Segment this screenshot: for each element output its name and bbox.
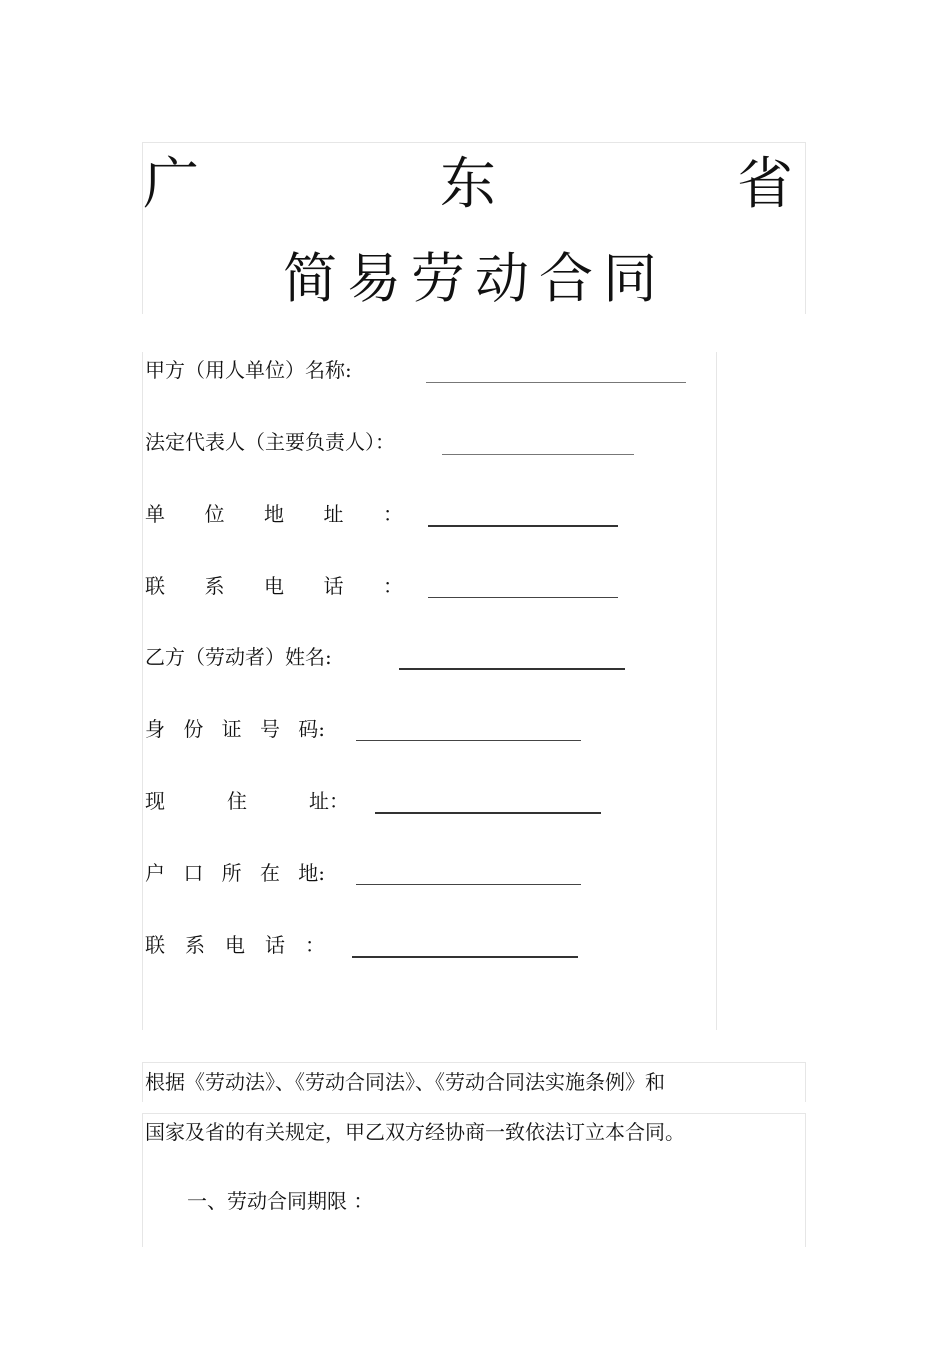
id-number-field[interactable]: [356, 740, 581, 741]
section-heading-contract-term: 一、劳动合同期限 ：: [187, 1189, 374, 1213]
employer-name-field[interactable]: [426, 382, 686, 383]
household-label: 户 口 所 在 地:: [145, 861, 325, 885]
household-field[interactable]: [356, 884, 581, 885]
current-address-field[interactable]: [375, 812, 601, 814]
employee-name-row: [145, 639, 705, 675]
employer-phone-field[interactable]: [428, 597, 618, 598]
current-address-row: [145, 783, 705, 819]
employer-phone-row: [145, 568, 705, 604]
id-number-row: [145, 711, 705, 747]
intro-paragraph-line1-box: [142, 1062, 806, 1102]
intro-paragraph-line2: 国家及省的有关规定，甲乙双方经协商一致依法订立本合同。: [145, 1120, 685, 1144]
document-title: 简易劳动合同: [283, 247, 667, 310]
title-char: 省: [737, 152, 793, 217]
employer-name-label: 甲方（用人单位）名称:: [145, 358, 352, 382]
employer-address-row: [145, 496, 705, 532]
current-address-label: 现 住 址：: [145, 789, 349, 813]
intro-paragraph-line1: 根据《劳动法》、《劳动合同法》、《劳动合同法实施条例》和: [145, 1070, 665, 1094]
employee-name-field[interactable]: [399, 668, 625, 670]
employer-address-label: 单 位 地 址 ：: [145, 502, 403, 526]
employee-name-label: 乙方（劳动者）姓名:: [145, 645, 332, 669]
title-char: 东: [440, 152, 496, 217]
intro-paragraph-line2-box: [142, 1113, 806, 1247]
legal-rep-field[interactable]: [442, 454, 634, 455]
title-province: [143, 153, 793, 217]
party-info-form: [142, 352, 717, 1030]
employer-name-row: [145, 352, 705, 388]
employee-phone-label: 联 系 电 话 ：: [145, 933, 325, 957]
id-number-label: 身 份 证 号 码:: [145, 717, 325, 741]
legal-rep-row: [145, 424, 705, 460]
title-char: 广: [143, 152, 199, 217]
title-block: [142, 142, 806, 314]
employer-phone-label: 联 系 电 话 ：: [145, 574, 403, 598]
household-row: [145, 855, 705, 891]
legal-rep-label: 法定代表人（主要负责人）：: [145, 430, 395, 454]
employee-phone-field[interactable]: [352, 956, 578, 958]
employee-phone-row: [145, 927, 705, 963]
employer-address-field[interactable]: [428, 525, 618, 527]
